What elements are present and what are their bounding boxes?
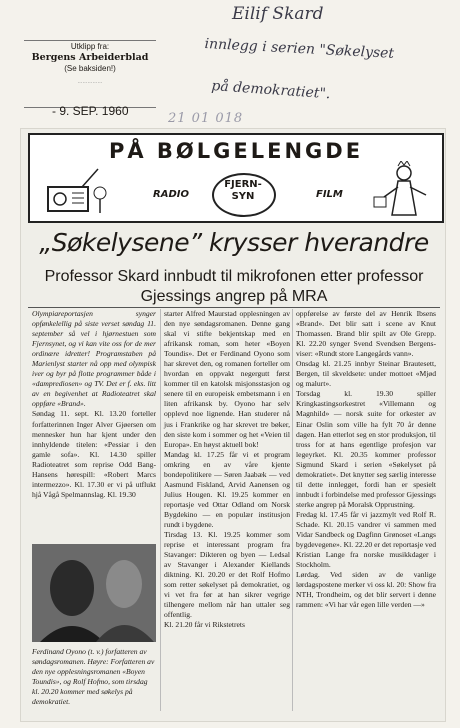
portrait-photo-icon [32, 544, 156, 642]
handwritten-archive-date: 21 01 018 [168, 111, 244, 126]
stamp-date: - 9. SEP. 1960 [52, 104, 129, 118]
stamp-line1: Utklipp fra: [70, 42, 110, 51]
banner-radio-label: RADIO [153, 189, 189, 200]
photo-caption: Ferdinand Oyono (t. v.) forfatteren av søndagsromanen. Høyre: Forfatteren av den nye opplesningsromanen «Boyen Toundis», og Rolf Hofmo, som tirsdag kl. 20.20 kommer med søkelys på demokratiet. [32, 647, 155, 707]
column3-body2: Onsdag kl. 21.25 innbyr Steinar Brautesett, Bergen, til skveldsete: under mottoet «Mjød og malurt». [296, 359, 436, 389]
column-divider [292, 309, 293, 711]
column3-body5: Lørdag. Ved siden av de vanlige lørdagspostene merker vi oss kl. 20: Show fra NTH, Trondheim, og det blir servert i denne rammen: «Vi har vår egen lille verden —» [296, 570, 436, 610]
column2-body2: Mandag kl. 17.25 får vi et program omkring en av våre kjente bondepolitikere — Søren Jaabæk — ved Aasmund Fiskland, Arvid Aanensen og Julius Hougen. Kl. 19.25 kommer en reportasje ved Ottar Odland om Norsk Bygdekino — en populær institusjon rundt i bygdene. [164, 449, 290, 529]
column3-body4: Fredag kl. 17.45 får vi jazzmylt ved Rolf R. Schade. Kl. 20.15 vandrer vi sammen med Vidar Sandbeck og Dagfinn Grønoset «Langs bygdevegene». Kl. 22.20 er det reportasje ved Kristian Lange fra norske musikkdager i Stockholm. [296, 509, 436, 570]
column-divider [160, 309, 161, 711]
stamp-newspaper: Bergens Arbeiderblad [31, 52, 149, 63]
column2-body: starter Alfred Maurstad opplesningen av den nye søndagsromanen. Denne gang skal vi stifte bekjentskap med en afrikansk roman, som heter «Boyen Toundis». Det er Ferdinand Oyono som har skrevet den, og romanen forteller om hvordan en oppvakt negergutt først kommer til en katolsk misjonsstasjon og senere til en europeisk embetsmann i en liten afrikansk by. Oyono har selv opplevd noe lignende. Han studerer nå jus i Frankrike og har skrevet tre bøker, den siste kom i sommer og het «Veien til Europa». En høyst aktuell bok! [164, 309, 290, 449]
handwritten-note-line2: på demokratiet". [210, 78, 331, 103]
banner-tv-label-2: SYN [231, 191, 255, 202]
column3-body3: Torsdag kl. 19.30 spiller Kringkastingsorkestret «Villemann og Magnhild» — norsk suite for orkester av Einar Oslin som ville ha fylt 70 år denne dagen. Han etterlot seg en stor produksjon, til tross for at hans egentlige profesjon var legeyrket. Kl. 20.35 kommer professor Sigmund Skard i serien «Søkelyset på demokratiet». Det knytter seg særlig interesse til dette innlegget, fordi han er spesielt innbudt i forbindelse med professor Gjessings sterke angrep på Moralsk Opprustning. [296, 389, 436, 509]
column2-body3: Tirsdag 13. Kl. 19.25 kommer som reprise et interessant program fra Stavanger: Dikteren og byen — Ledsal av Stavanger i Alexander Kiellands diktning. Kl. 20.20 er det Rolf Hofmo som retter søkelyset på demokratiet, og vi vet fra før at han sikrer vegrige tilhengere mellom når han uttaler seg offentlig. [164, 530, 290, 620]
banner-film-label: FILM [316, 189, 343, 200]
stamp-line3: (Se baksiden!) [64, 64, 116, 73]
banner-title: PÅ BØLGELENGDE [108, 139, 364, 163]
handwritten-name: Eilif Skard [232, 4, 324, 24]
radio-figure-icon [42, 165, 112, 215]
banner-tv-label-1: FJERN- [224, 179, 262, 190]
column1-intro: Olympiareportasjen synger opfønkelellig på siste verset søndag 11. september så vel i hjørnestuen som Fjernsynet, og vi kan vite oss for de mer ordinære idretter! Programstaben på Marienlyst starter nå opp med olympisk iver og byr på flotte programmer både i «damprediosen» og TV. Det er f. eks. litt av en begivenhet at Radioteatret skal oppføre «Brand». [32, 309, 156, 409]
article-column-2 [164, 309, 290, 631]
column-banner [28, 133, 444, 223]
column3-body: oppførelse av første del av Henrik Ibsens «Brand». Det blir satt i scene av Knut Thomassen. Brand blir spilt av Ole Grepp. Kl. 22.20 synger Svend Svendsen Bergens-viser: «Rundt store Langegårds vann». [296, 309, 436, 359]
article-subhead-line1: Professor Skard innbudt til mikrofonen etter professor [44, 268, 424, 285]
column2-body4: Kl. 21.20 får vi Rikstetrets [164, 620, 245, 630]
article-subhead-line2: Gjessings angrep på MRA [140, 288, 328, 305]
film-figure-icon [370, 161, 436, 217]
article-headline: „Søkelysene” krysser hverandre [39, 228, 429, 257]
author-photo [32, 544, 156, 642]
column1-body: Søndag 11. sept. Kl. 13.20 forteller forfatterinnen Inger Alver Gjøersen om mennesker hun har kjent under den innhyldende titelen: «Pessiar i den gamle sofa». Kl. 14.30 spiller Radioteatret som reprise Odd Bang-Hansens hørespill: «Robert Marcs intermezzo». Kl. 17.30 er vi på utflukt hjå Vågå Spelmannslag. Kl. 19.30 [32, 409, 156, 499]
handwritten-note-line1: innlegg i serien "Søkelyset [204, 36, 395, 62]
headline-rule [28, 307, 440, 308]
article-column-3 [296, 309, 436, 610]
clipping-stamp [24, 40, 156, 108]
stamp-faint-line: ............... [77, 79, 103, 85]
article-column-1 [32, 309, 156, 500]
